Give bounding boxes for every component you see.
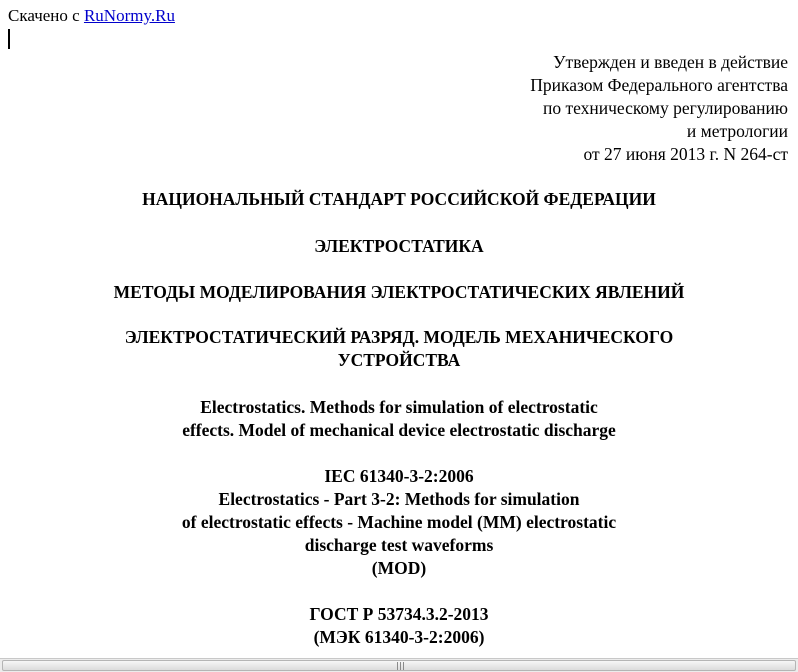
- iec-line: discharge test waveforms: [304, 535, 494, 555]
- approval-line: Утвержден и введен в действие: [553, 52, 788, 72]
- english-title-line: Electrostatics. Methods for simulation of electrostatic: [200, 397, 598, 417]
- standard-methods-text: МЕТОДЫ МОДЕЛИРОВАНИЯ ЭЛЕКТРОСТАТИЧЕСКИХ ЯВЛЕНИЙ: [113, 282, 685, 302]
- standard-methods: [0, 281, 798, 304]
- iec-reference: [0, 465, 798, 580]
- source-line: [8, 6, 175, 26]
- scrollbar-thumb[interactable]: [2, 660, 796, 671]
- gost-line: (МЭК 61340-3-2:2006): [313, 627, 485, 647]
- horizontal-scrollbar[interactable]: [0, 658, 798, 672]
- iec-line: Electrostatics - Part 3-2: Methods for simulation: [218, 489, 580, 509]
- iec-line: IEC 61340-3-2:2006: [324, 466, 474, 486]
- standard-topic-text: ЭЛЕКТРОСТАТИКА: [314, 236, 484, 256]
- approval-line: по техническому регулированию: [542, 98, 788, 118]
- standard-subtitle: [0, 326, 798, 372]
- approval-line: и метрологии: [686, 121, 788, 141]
- approval-line: Приказом Федерального агентства: [530, 75, 788, 95]
- text-cursor: [8, 29, 10, 49]
- english-title: [0, 396, 798, 442]
- source-prefix: Скачено с: [8, 6, 80, 25]
- iec-line: (MOD): [371, 558, 427, 578]
- standard-heading: [0, 188, 798, 211]
- iec-line: of electrostatic effects - Machine model (MM) electrostatic: [181, 512, 617, 532]
- approval-line: от 27 июня 2013 г. N 264-ст: [583, 144, 788, 164]
- subtitle-line: УСТРОЙСТВА: [337, 350, 461, 370]
- gost-line: ГОСТ Р 53734.3.2-2013: [309, 604, 489, 624]
- subtitle-line: ЭЛЕКТРОСТАТИЧЕСКИЙ РАЗРЯД. МОДЕЛЬ МЕХАНИЧЕСКОГО: [124, 327, 674, 347]
- runormy-link[interactable]: RuNormy.Ru: [83, 6, 175, 25]
- standard-heading-text: НАЦИОНАЛЬНЫЙ СТАНДАРТ РОССИЙСКОЙ ФЕДЕРАЦИИ: [142, 189, 656, 209]
- gost-number: [0, 603, 798, 649]
- grip-icon: [396, 662, 406, 670]
- standard-topic: [0, 235, 798, 258]
- english-title-line: effects. Model of mechanical device electrostatic discharge: [182, 420, 616, 440]
- approval-block: [530, 51, 788, 166]
